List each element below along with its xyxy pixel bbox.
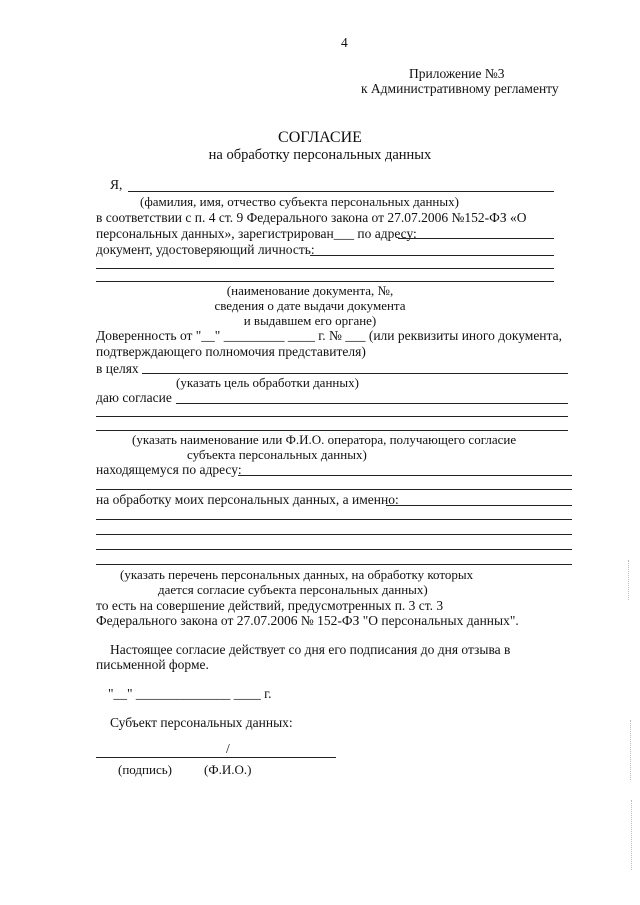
signature-line [96,757,336,758]
date-line: "__" ______________ ____ г. [108,686,272,701]
id-document-line-3 [96,281,554,282]
doc-hint-1: (наименование документа, №, [226,283,394,298]
located-line [238,475,572,476]
located-label: находящемуся по адресу: [96,462,242,477]
doc-hint-3: и выдавшем его органе) [243,313,377,328]
validity-line2: письменной форме. [96,657,209,672]
actions-line2: Федерального закона от 27.07.2006 № 152-ФЗ "О персональных данных". [96,613,519,628]
processing-line-2 [96,519,572,520]
purpose-line [142,373,568,374]
power-of-attorney-line1: Доверенность от "__" _________ ____ г. № ___ (или реквизиты иного документа, [96,328,562,343]
processing-line-5 [96,564,572,565]
page-number: 4 [341,35,348,50]
id-document-label: документ, удостоверяющий личность: [96,242,315,257]
operator-hint-2: субъекта персональных данных) [187,447,367,462]
id-document-line [310,255,554,256]
processing-line-3 [96,534,572,535]
fio-short-hint: (Ф.И.О.) [204,762,252,777]
appendix-number: Приложение №3 [409,66,505,81]
signature-hint: (подпись) [118,762,172,777]
id-document-line-2 [96,268,554,269]
doc-hint-2: сведения о дате выдачи документа [214,298,406,313]
address-line [398,238,554,239]
purpose-label: в целях [96,361,139,376]
scan-artifact [628,560,629,600]
actions-line1: то есть на совершение действий, предусмотренных п. 3 ст. 3 [96,598,444,613]
purpose-hint: (указать цель обработки данных) [176,375,359,390]
scan-artifact [630,720,631,780]
document-subtitle: на обработку персональных данных [208,147,432,163]
document-title: СОГЛАСИЕ [278,129,362,146]
list-hint-2: дается согласие субъекта персональных данных) [158,582,428,597]
list-hint-1: (указать перечень персональных данных, на обработку которых [120,567,474,582]
signature-slash: / [226,741,230,756]
validity-line1: Настоящее согласие действует со дня его подписания до дня отзыва в [110,642,511,657]
operator-line-3 [96,430,568,431]
subject-label: Субъект персональных данных: [110,715,293,730]
consent-to-label: даю согласие [96,390,172,405]
operator-line-2 [96,416,568,417]
law-reference-line2: персональных данных», зарегистрирован___ по адресу: [96,226,417,241]
located-line-2 [96,489,572,490]
fio-line [128,191,554,192]
processing-line-4 [96,549,572,550]
processing-line [386,505,572,506]
operator-hint-1: (указать наименование или Ф.И.О. оператора, получающего согласие [132,432,517,447]
fio-hint: (фамилия, имя, отчество субъекта персональных данных) [140,194,459,209]
processing-label: на обработку моих персональных данных, а именно: [96,492,399,507]
law-reference-line1: в соответствии с п. 4 ст. 9 Федерального закона от 27.07.2006 №152-ФЗ «О [96,210,527,225]
appendix-regulation: к Административному регламенту [361,81,559,96]
power-of-attorney-line2: подтверждающего полномочия представителя) [96,344,366,359]
ya-label: Я, [110,177,123,192]
scan-artifact [631,800,632,870]
operator-line [176,403,568,404]
